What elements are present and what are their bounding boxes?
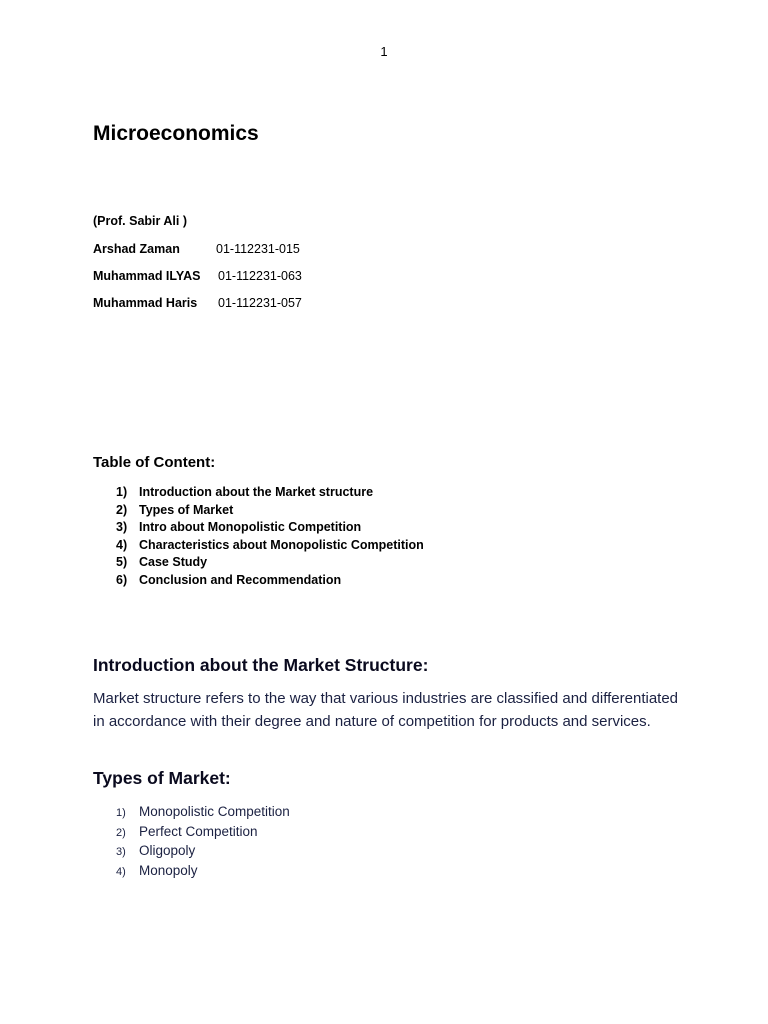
toc-item-number: 5) — [116, 555, 128, 570]
toc-item-text: Introduction about the Market structure — [139, 485, 374, 499]
toc-item-text: Intro about Monopolistic Competition — [139, 520, 362, 535]
document-title: Microeconomics — [93, 122, 259, 145]
toc-item-text: Types of Market — [139, 502, 234, 517]
member-id: 01-112231-015 — [216, 242, 300, 256]
toc-item-text: Conclusion and Recommendation — [139, 572, 342, 587]
toc-item-number: 4) — [116, 537, 128, 552]
member-id: 01-112231-063 — [218, 269, 302, 283]
toc-item — [116, 519, 424, 537]
toc-item — [116, 537, 424, 555]
toc-heading: Table of Content: — [93, 454, 216, 471]
professor-name: (Prof. Sabir Ali ) — [93, 214, 187, 228]
toc-item-text: Case Study — [139, 555, 208, 570]
toc-item-number: 2) — [116, 502, 128, 517]
toc-item — [116, 484, 424, 502]
intro-paragraph: Market structure refers to the way that various industries are classified and differentiated in accordance with their degree and nature of competition for products and services. — [93, 690, 679, 730]
member-row — [93, 269, 302, 283]
types-item-text: Oligopoly — [139, 843, 196, 858]
toc-item — [116, 502, 424, 520]
toc-item-number: 1) — [116, 485, 128, 499]
types-item — [116, 802, 290, 822]
section-heading-intro: Introduction about the Market Structure: — [93, 655, 429, 675]
toc-item — [116, 572, 424, 590]
member-row — [93, 296, 302, 310]
types-item-text: Monopolistic Competition — [139, 804, 290, 819]
page-number: 1 — [380, 44, 388, 59]
types-item — [116, 841, 290, 861]
member-name: Muhammad ILYAS — [93, 269, 201, 283]
types-item — [116, 861, 290, 881]
toc-item — [116, 554, 424, 572]
types-item — [116, 822, 290, 842]
member-name: Muhammad Haris — [93, 296, 198, 310]
member-name: Arshad Zaman — [93, 242, 180, 256]
types-item-text: Perfect Competition — [139, 823, 258, 839]
types-item-number: 1) — [116, 807, 126, 819]
types-item-number: 3) — [116, 846, 126, 858]
toc-list — [116, 484, 424, 590]
types-item-number: 2) — [116, 826, 126, 839]
toc-item-number: 3) — [116, 520, 128, 535]
types-list — [116, 802, 290, 880]
types-item-text: Monopoly — [139, 862, 198, 878]
member-row — [93, 242, 300, 256]
toc-item-text: Characteristics about Monopolistic Competition — [139, 537, 424, 552]
member-id: 01-112231-057 — [218, 296, 302, 310]
toc-item-number: 6) — [116, 572, 128, 587]
section-heading-types: Types of Market: — [93, 768, 231, 788]
types-item-number: 4) — [116, 865, 126, 878]
